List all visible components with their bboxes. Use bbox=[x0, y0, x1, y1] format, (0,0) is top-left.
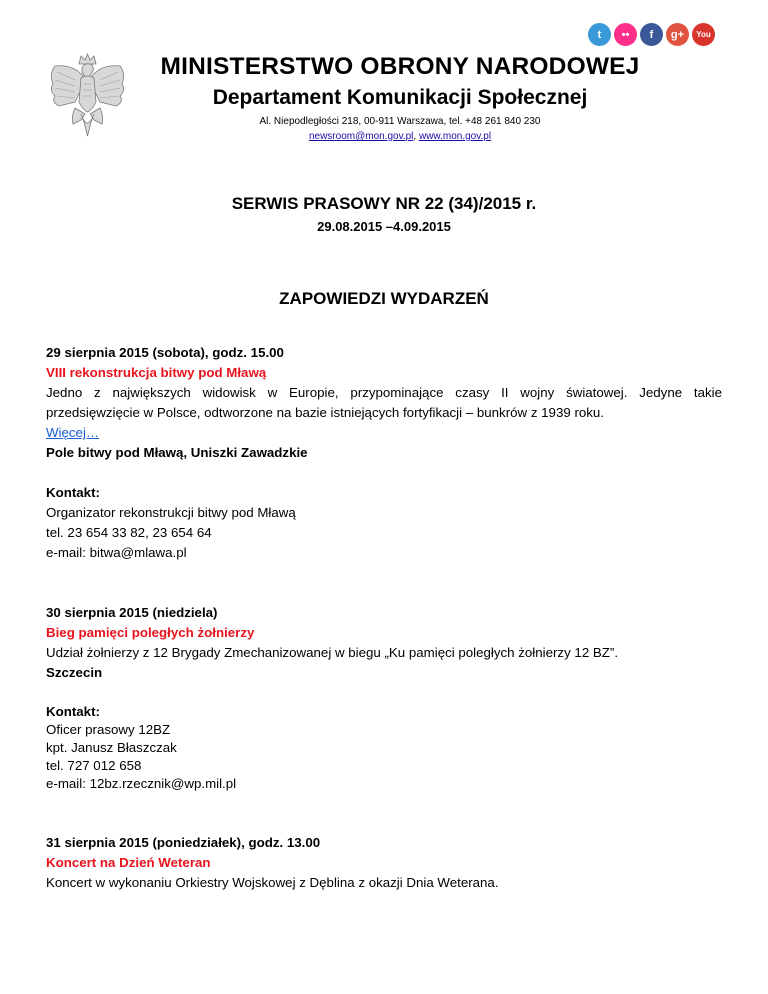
contact-line: e-mail: bitwa@mlawa.pl bbox=[46, 545, 187, 560]
facebook-icon[interactable]: f bbox=[640, 23, 663, 46]
social-icons bbox=[588, 23, 715, 46]
section-title: ZAPOWIEDZI WYDARZEŃ bbox=[279, 289, 489, 308]
service-title: SERWIS PRASOWY NR 22 (34)/2015 r. bbox=[231, 194, 537, 213]
contact-label: Kontakt: bbox=[46, 704, 100, 719]
event-description: Udział żołnierzy z 12 Brygady Zmechanizowanej w biegu „Ku pamięci poległych żołnierzy 12 BZ”. bbox=[46, 645, 619, 660]
contact-line: kpt. Janusz Błaszczak bbox=[46, 740, 177, 755]
event-date: 31 sierpnia 2015 (poniedziałek), godz. 13.00 bbox=[46, 835, 321, 850]
email-link[interactable]: newsroom@mon.gov.pl bbox=[308, 131, 414, 142]
contact-links bbox=[100, 131, 700, 142]
event-3 bbox=[46, 833, 722, 893]
event-title: Bieg pamięci poległych żołnierzy bbox=[46, 625, 255, 640]
flickr-icon[interactable]: •• bbox=[614, 23, 637, 46]
contact-label: Kontakt: bbox=[46, 485, 100, 500]
contact-line: tel. 727 012 658 bbox=[46, 758, 142, 773]
event-title: VIII rekonstrukcja bitwy pod Mławą bbox=[46, 365, 267, 380]
link-separator: , bbox=[413, 131, 419, 142]
event-1 bbox=[46, 343, 722, 563]
google-plus-icon[interactable]: g+ bbox=[666, 23, 689, 46]
youtube-icon[interactable]: You bbox=[692, 23, 715, 46]
contact-line: tel. 23 654 33 82, 23 654 64 bbox=[46, 525, 212, 540]
event-description: Koncert w wykonaniu Orkiestry Wojskowej z Dęblina z okazji Dnia Weterana. bbox=[46, 875, 499, 890]
department-subtitle: Departament Komunikacji Społecznej bbox=[212, 86, 588, 109]
event-location: Szczecin bbox=[46, 665, 103, 680]
contact-line: e-mail: 12bz.rzecznik@wp.mil.pl bbox=[46, 776, 237, 791]
contact-line: Oficer prasowy 12BZ bbox=[46, 722, 171, 737]
contact-line: Organizator rekonstrukcji bitwy pod Mławą bbox=[46, 505, 296, 520]
event-date: 29 sierpnia 2015 (sobota), godz. 15.00 bbox=[46, 345, 284, 360]
service-dates: 29.08.2015 –4.09.2015 bbox=[317, 219, 451, 234]
ministry-title: MINISTERSTWO OBRONY NARODOWEJ bbox=[160, 53, 640, 80]
events-list bbox=[46, 343, 722, 893]
event-date: 30 sierpnia 2015 (niedziela) bbox=[46, 605, 218, 620]
event-title: Koncert na Dzień Weteran bbox=[46, 855, 211, 870]
more-link[interactable]: Więcej… bbox=[46, 425, 100, 440]
address-line: Al. Niepodległości 218, 00-911 Warszawa, tel. +48 261 840 230 bbox=[259, 116, 541, 127]
event-description: Jedno z największych widowisk w Europie, przypominające czasy II wojny światowej. Jedyne takie przedsięwzięcie w Polsce, odtworzone na bazie istniejących fortyfikacji – bunkrów z 1939 roku. bbox=[46, 385, 722, 420]
event-2 bbox=[46, 603, 722, 793]
twitter-icon[interactable]: t bbox=[588, 23, 611, 46]
website-link[interactable]: www.mon.gov.pl bbox=[418, 131, 492, 142]
event-location: Pole bitwy pod Mławą, Uniszki Zawadzkie bbox=[46, 445, 308, 460]
